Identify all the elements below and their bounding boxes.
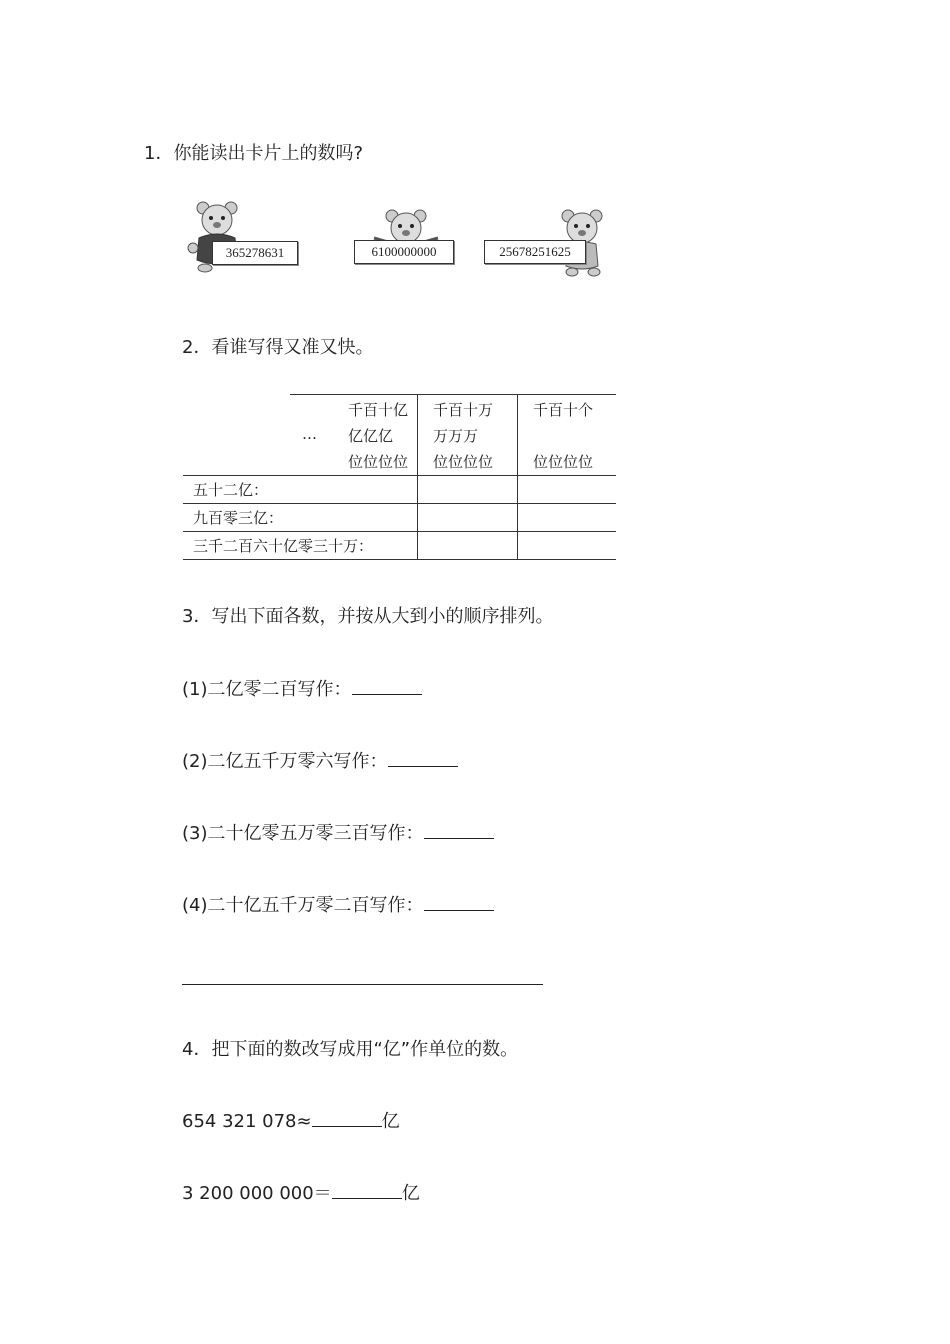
answer-blank[interactable] [352,676,422,695]
q3-item-4: (4)二十亿五千万零二百写作： [182,891,494,917]
number-card-3 [482,208,612,278]
answer-blank[interactable] [388,748,458,767]
q3-item-1: (1)二亿零二百写作： [182,675,422,701]
answer-cell[interactable] [418,504,518,532]
ellipsis: … [302,425,317,443]
answer-cell[interactable] [518,476,617,504]
table-row: 五十二亿： [183,476,616,504]
answer-cell[interactable] [418,532,518,560]
q4-line-1: 654 321 078≈ 亿 [182,1107,400,1133]
q4-line-2: 3 200 000 000＝ 亿 [182,1179,420,1205]
q3-item-3: (3)二十亿零五万零三百写作： [182,819,494,845]
header-ellipsis-and-yi [290,395,418,476]
card-number: 25678251625 [484,240,586,264]
table-row: 九百零三亿： [183,504,616,532]
q3-item-2: (2)二亿五千万零六写作： [182,747,458,773]
answer-cell[interactable] [518,532,617,560]
question-2-title: 2．看谁写得又准又快。 [182,337,374,358]
answer-blank[interactable] [424,892,494,911]
question-4-title: 4．把下面的数改写成用“亿”作单位的数。 [182,1039,519,1060]
card-number: 6100000000 [354,240,454,264]
header-wan-group: 千百十万 万万万 位位位位 [418,395,518,476]
answer-cell[interactable] [518,504,617,532]
card-number: 365278631 [212,241,298,265]
header-yi-group: 千百十亿 亿亿亿 位位位位 [348,401,409,471]
question-1-title: 1．你能读出卡片上的数吗? [144,143,364,164]
number-card-2 [352,208,457,273]
number-card-1 [185,198,300,273]
answer-cell[interactable] [418,476,518,504]
answer-blank[interactable] [332,1180,402,1199]
header-ge-group: 千百十个 位位位位 [518,395,617,476]
table-row: 三千二百六十亿零三十万： [183,532,616,560]
question-3-title: 3．写出下面各数，并按从大到小的顺序排列。 [182,606,554,627]
ordering-answer-line[interactable] [182,984,543,985]
place-value-table [183,394,616,560]
answer-blank[interactable] [424,820,494,839]
answer-blank[interactable] [312,1108,382,1127]
